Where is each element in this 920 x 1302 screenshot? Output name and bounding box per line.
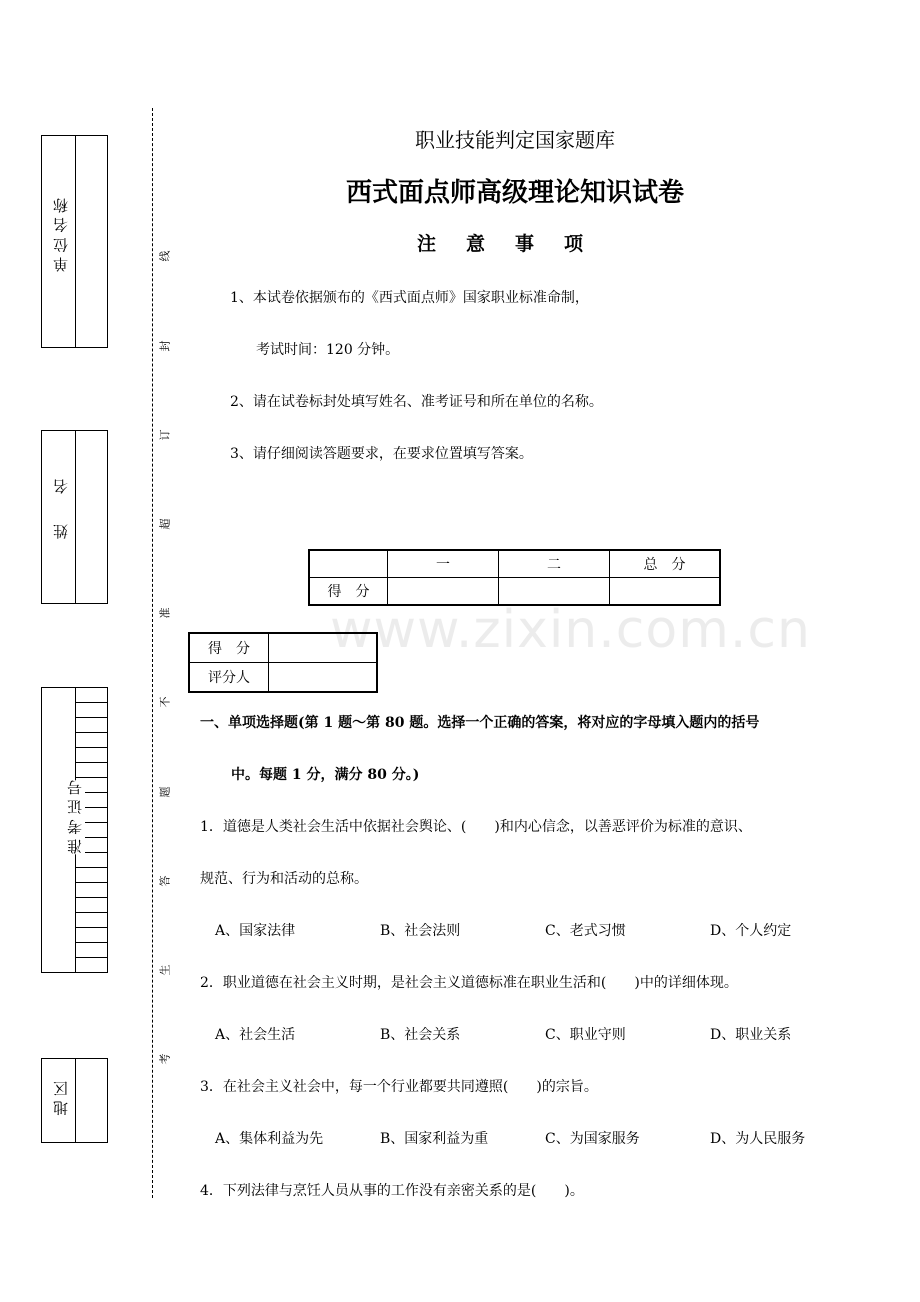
seal-dashed-line bbox=[152, 108, 153, 1198]
region-label: 地 区 bbox=[52, 1081, 70, 1116]
q2-option-c: C、职业守则 bbox=[545, 1027, 626, 1043]
grader-label: 评分人 bbox=[189, 663, 269, 693]
exam-id-box[interactable] bbox=[41, 687, 108, 973]
q1-option-d: D、个人约定 bbox=[710, 923, 792, 939]
note-3: 3、请仔细阅读答题要求，在要求位置填写答案。 bbox=[230, 446, 533, 462]
q2-option-a: A、社会生活 bbox=[215, 1027, 296, 1043]
q1-option-b: B、社会法则 bbox=[380, 923, 461, 939]
name-box[interactable] bbox=[41, 430, 108, 604]
seal-char: 超 bbox=[158, 518, 172, 530]
q1-option-c: C、老式习惯 bbox=[545, 923, 626, 939]
seal-char: 不 bbox=[158, 696, 172, 708]
q3-option-a: A、集体利益为先 bbox=[215, 1131, 324, 1147]
region-box[interactable] bbox=[41, 1058, 108, 1143]
grader-table-row bbox=[189, 663, 377, 693]
seal-char: 考 bbox=[158, 1053, 172, 1065]
question-4: 4．下列法律与烹饪人员从事的工作没有亲密关系的是( )。 bbox=[200, 1183, 584, 1199]
seal-char: 题 bbox=[158, 786, 172, 798]
seal-char: 生 bbox=[158, 964, 172, 976]
question-3: 3．在社会主义社会中，每一个行业都要共同遵照( )的宗旨。 bbox=[200, 1079, 598, 1095]
q3-option-d: D、为人民服务 bbox=[710, 1131, 806, 1147]
exam-title: 西式面点师高级理论知识试卷 bbox=[345, 178, 684, 208]
q3-option-c: C、为国家服务 bbox=[545, 1131, 640, 1147]
seal-char: 答 bbox=[158, 875, 172, 887]
score-table-header: 总 分 bbox=[610, 550, 721, 578]
seal-char: 准 bbox=[158, 607, 172, 619]
score-cell[interactable] bbox=[388, 578, 499, 606]
score-table-header: 一 bbox=[388, 550, 499, 578]
seal-char: 订 bbox=[158, 429, 172, 441]
question-1-cont: 规范、行为和活动的总称。 bbox=[200, 871, 368, 887]
grader-score-label: 得 分 bbox=[189, 633, 269, 663]
score-table bbox=[308, 549, 721, 606]
note-2: 2、请在试卷标封处填写姓名、准考证号和所在单位的名称。 bbox=[230, 394, 603, 410]
unit-name-box[interactable] bbox=[41, 135, 108, 348]
note-1-cont: 考试时间：120 分钟。 bbox=[256, 342, 400, 358]
unit-name-label: 单 位 名 称 bbox=[52, 198, 70, 273]
score-table-header-row bbox=[309, 550, 720, 578]
seal-char: 封 bbox=[158, 340, 172, 352]
exam-bank-subtitle: 职业技能判定国家题库 bbox=[415, 128, 615, 152]
q1-option-a: A、国家法律 bbox=[215, 923, 296, 939]
score-table-row bbox=[309, 578, 720, 606]
grader-score-cell[interactable] bbox=[269, 633, 378, 663]
grader-cell[interactable] bbox=[269, 663, 378, 693]
exam-id-label: 准 考 证 号 bbox=[66, 780, 84, 855]
grader-table bbox=[188, 632, 378, 693]
grader-table-row bbox=[189, 633, 377, 663]
question-1: 1．道德是人类社会生活中依据社会舆论、( )和内心信念，以善恶评价为标准的意识、 bbox=[200, 819, 752, 835]
seal-char: 线 bbox=[158, 250, 172, 262]
watermark: www.zixin.com.cn bbox=[330, 600, 811, 660]
score-table-corner bbox=[309, 550, 388, 578]
section-1-heading: 一、单项选择题(第 1 题～第 80 题。选择一个正确的答案，将对应的字母填入题内的括号 bbox=[200, 715, 760, 731]
q2-option-b: B、社会关系 bbox=[380, 1027, 461, 1043]
q2-option-d: D、职业关系 bbox=[710, 1027, 792, 1043]
q3-option-b: B、国家利益为重 bbox=[380, 1131, 489, 1147]
score-cell[interactable] bbox=[610, 578, 721, 606]
score-row-label: 得 分 bbox=[309, 578, 388, 606]
score-cell[interactable] bbox=[499, 578, 610, 606]
section-1-heading-cont: 中。每题 1 分，满分 80 分。) bbox=[231, 767, 420, 783]
score-table-header: 二 bbox=[499, 550, 610, 578]
name-label: 姓 名 bbox=[52, 479, 70, 539]
question-2: 2．职业道德在社会主义时期，是社会主义道德标准在职业生活和( )中的详细体现。 bbox=[200, 975, 738, 991]
notice-heading: 注意事项 bbox=[416, 233, 613, 255]
note-1: 1、本试卷依据颁布的《西式面点师》国家职业标准命制， bbox=[230, 290, 589, 306]
